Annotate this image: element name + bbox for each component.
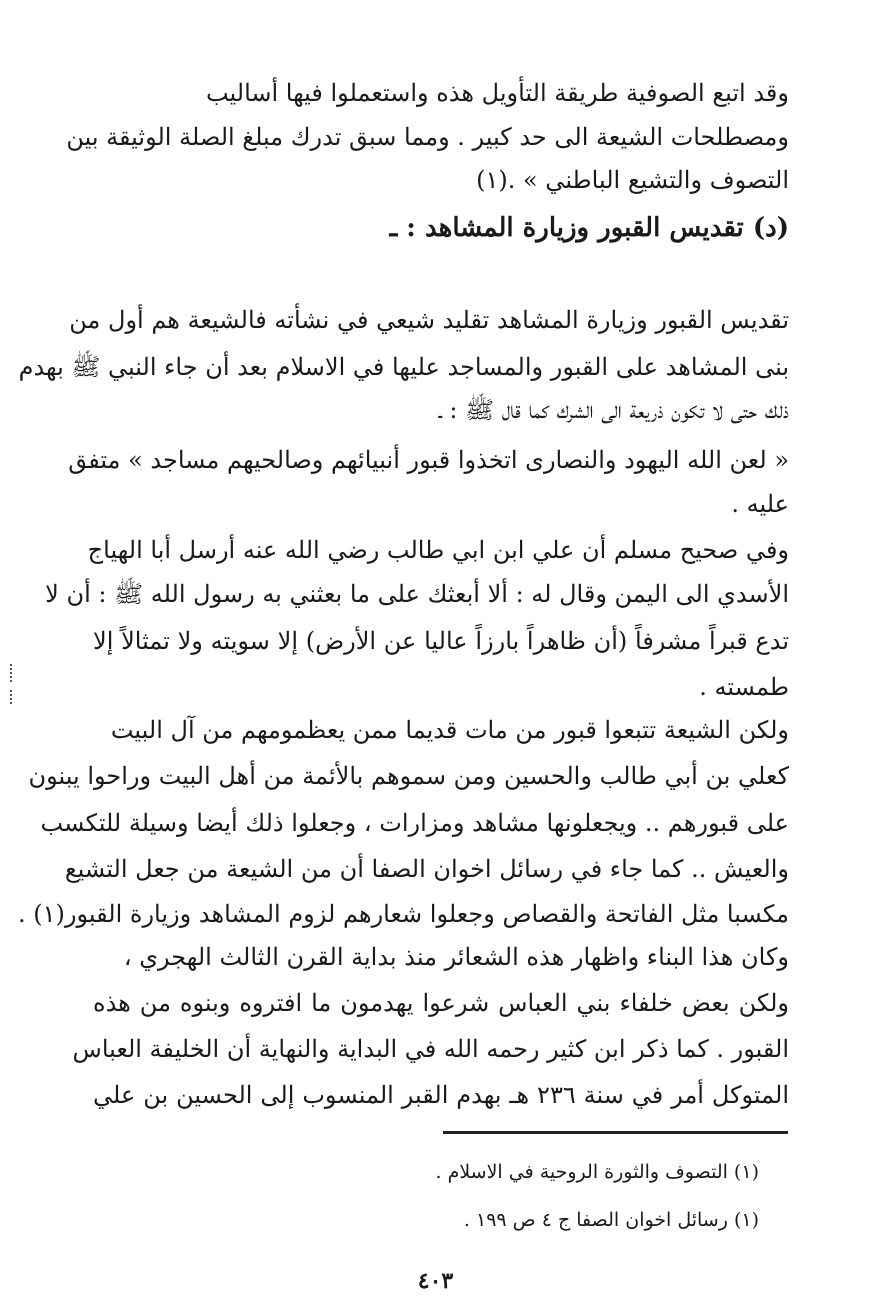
- paragraph-4-line-5: مكسبا مثل الفاتحة والقصاص وجعلوا شعارهم لزوم المشاهد وزيارة القبور(١) .: [18, 900, 789, 928]
- footnote-2: (١) رسائل اخوان الصفا ج ٤ ص ١٩٩ .: [463, 1209, 759, 1231]
- paragraph-4-line-3: على قبورهم .. ويجعلونها مشاهد ومزارات ، وجعلوا ذلك أيضا وسيلة للتكسب: [40, 809, 789, 837]
- hadith-line-2: عليه .: [731, 490, 789, 518]
- paragraph-3-line-1: وفي صحيح مسلم أن علي ابن ابي طالب رضي الله عنه أرسل أبا الهياج: [87, 536, 789, 564]
- page-number: ٤٠٣: [417, 1268, 454, 1294]
- paragraph-4-line-1: ولكن الشيعة تتبعوا قبور من مات قديما ممن يعظمومهم من آل البيت: [110, 716, 789, 744]
- paragraph-2-line-3: ذلك حتى لا تكون ذريعة الى الشرك كما قال ﷺ : ـ: [438, 396, 789, 424]
- paragraph-1-line-1: وقد اتبع الصوفية طريقة التأويل هذه واستعملوا فيها أساليب: [205, 79, 789, 107]
- paragraph-3-line-3: تدع قبراً مشرفاً (أن ظاهراً بارزاً عاليا عن الأرض) إلا سويته ولا تمثالاً إلا: [93, 627, 789, 655]
- hadith-line-1: « لعن الله اليهود والنصارى اتخذوا قبور أنبيائهم وصالحيهم مساجد » متفق: [68, 446, 789, 474]
- scan-margin-mark: [10, 664, 12, 682]
- footnote-1: (١) التصوف والثورة الروحية في الاسلام .: [435, 1161, 759, 1183]
- scan-margin-mark: [10, 690, 12, 704]
- paragraph-2-line-2: بنى المشاهد على القبور والمساجد عليها في الاسلام بعد أن جاء النبي ﷺ بهدم: [18, 353, 789, 381]
- paragraph-2-line-1: تقديس القبور وزيارة المشاهد تقليد شيعي في نشأته فالشيعة هم أول من: [69, 306, 789, 334]
- paragraph-5-line-2: ولكن بعض خلفاء بني العباس شرعوا يهدمون ما افتروه وبنوه من هذه: [93, 989, 789, 1017]
- paragraph-4-line-4: والعيش .. كما جاء في رسائل اخوان الصفا أن من الشيعة من جعل التشيع: [64, 855, 789, 883]
- footnote-separator: [443, 1131, 788, 1134]
- paragraph-3-line-4: طمسته .: [699, 673, 789, 701]
- paragraph-1-line-3: التصوف والتشيع الباطني » .(١): [476, 166, 789, 194]
- section-heading: (د) تقديس القبور وزيارة المشاهد : ـ: [389, 213, 789, 243]
- paragraph-5-line-3: القبور . كما ذكر ابن كثير رحمه الله في البداية والنهاية أن الخليفة العباس: [72, 1035, 789, 1063]
- paragraph-1-line-2: ومصطلحات الشيعة الى حد كبير . ومما سبق تدرك مبلغ الصلة الوثيقة بين: [66, 123, 789, 151]
- paragraph-3-line-2: الأسدي الى اليمن وقال له : ألا أبعثك على ما بعثني به رسول الله ﷺ : أن لا: [45, 580, 789, 608]
- paragraph-5-line-4: المتوكل أمر في سنة ٢٣٦ هـ بهدم القبر المنسوب إلى الحسين بن علي: [93, 1081, 790, 1109]
- paragraph-4-line-2: كعلي بن أبي طالب والحسين ومن سموهم بالأئمة من أهل البيت وراحوا يبنون: [28, 762, 789, 790]
- paragraph-5-line-1: وكان هذا البناء واظهار هذه الشعائر منذ بداية القرن الثالث الهجري ،: [123, 943, 789, 971]
